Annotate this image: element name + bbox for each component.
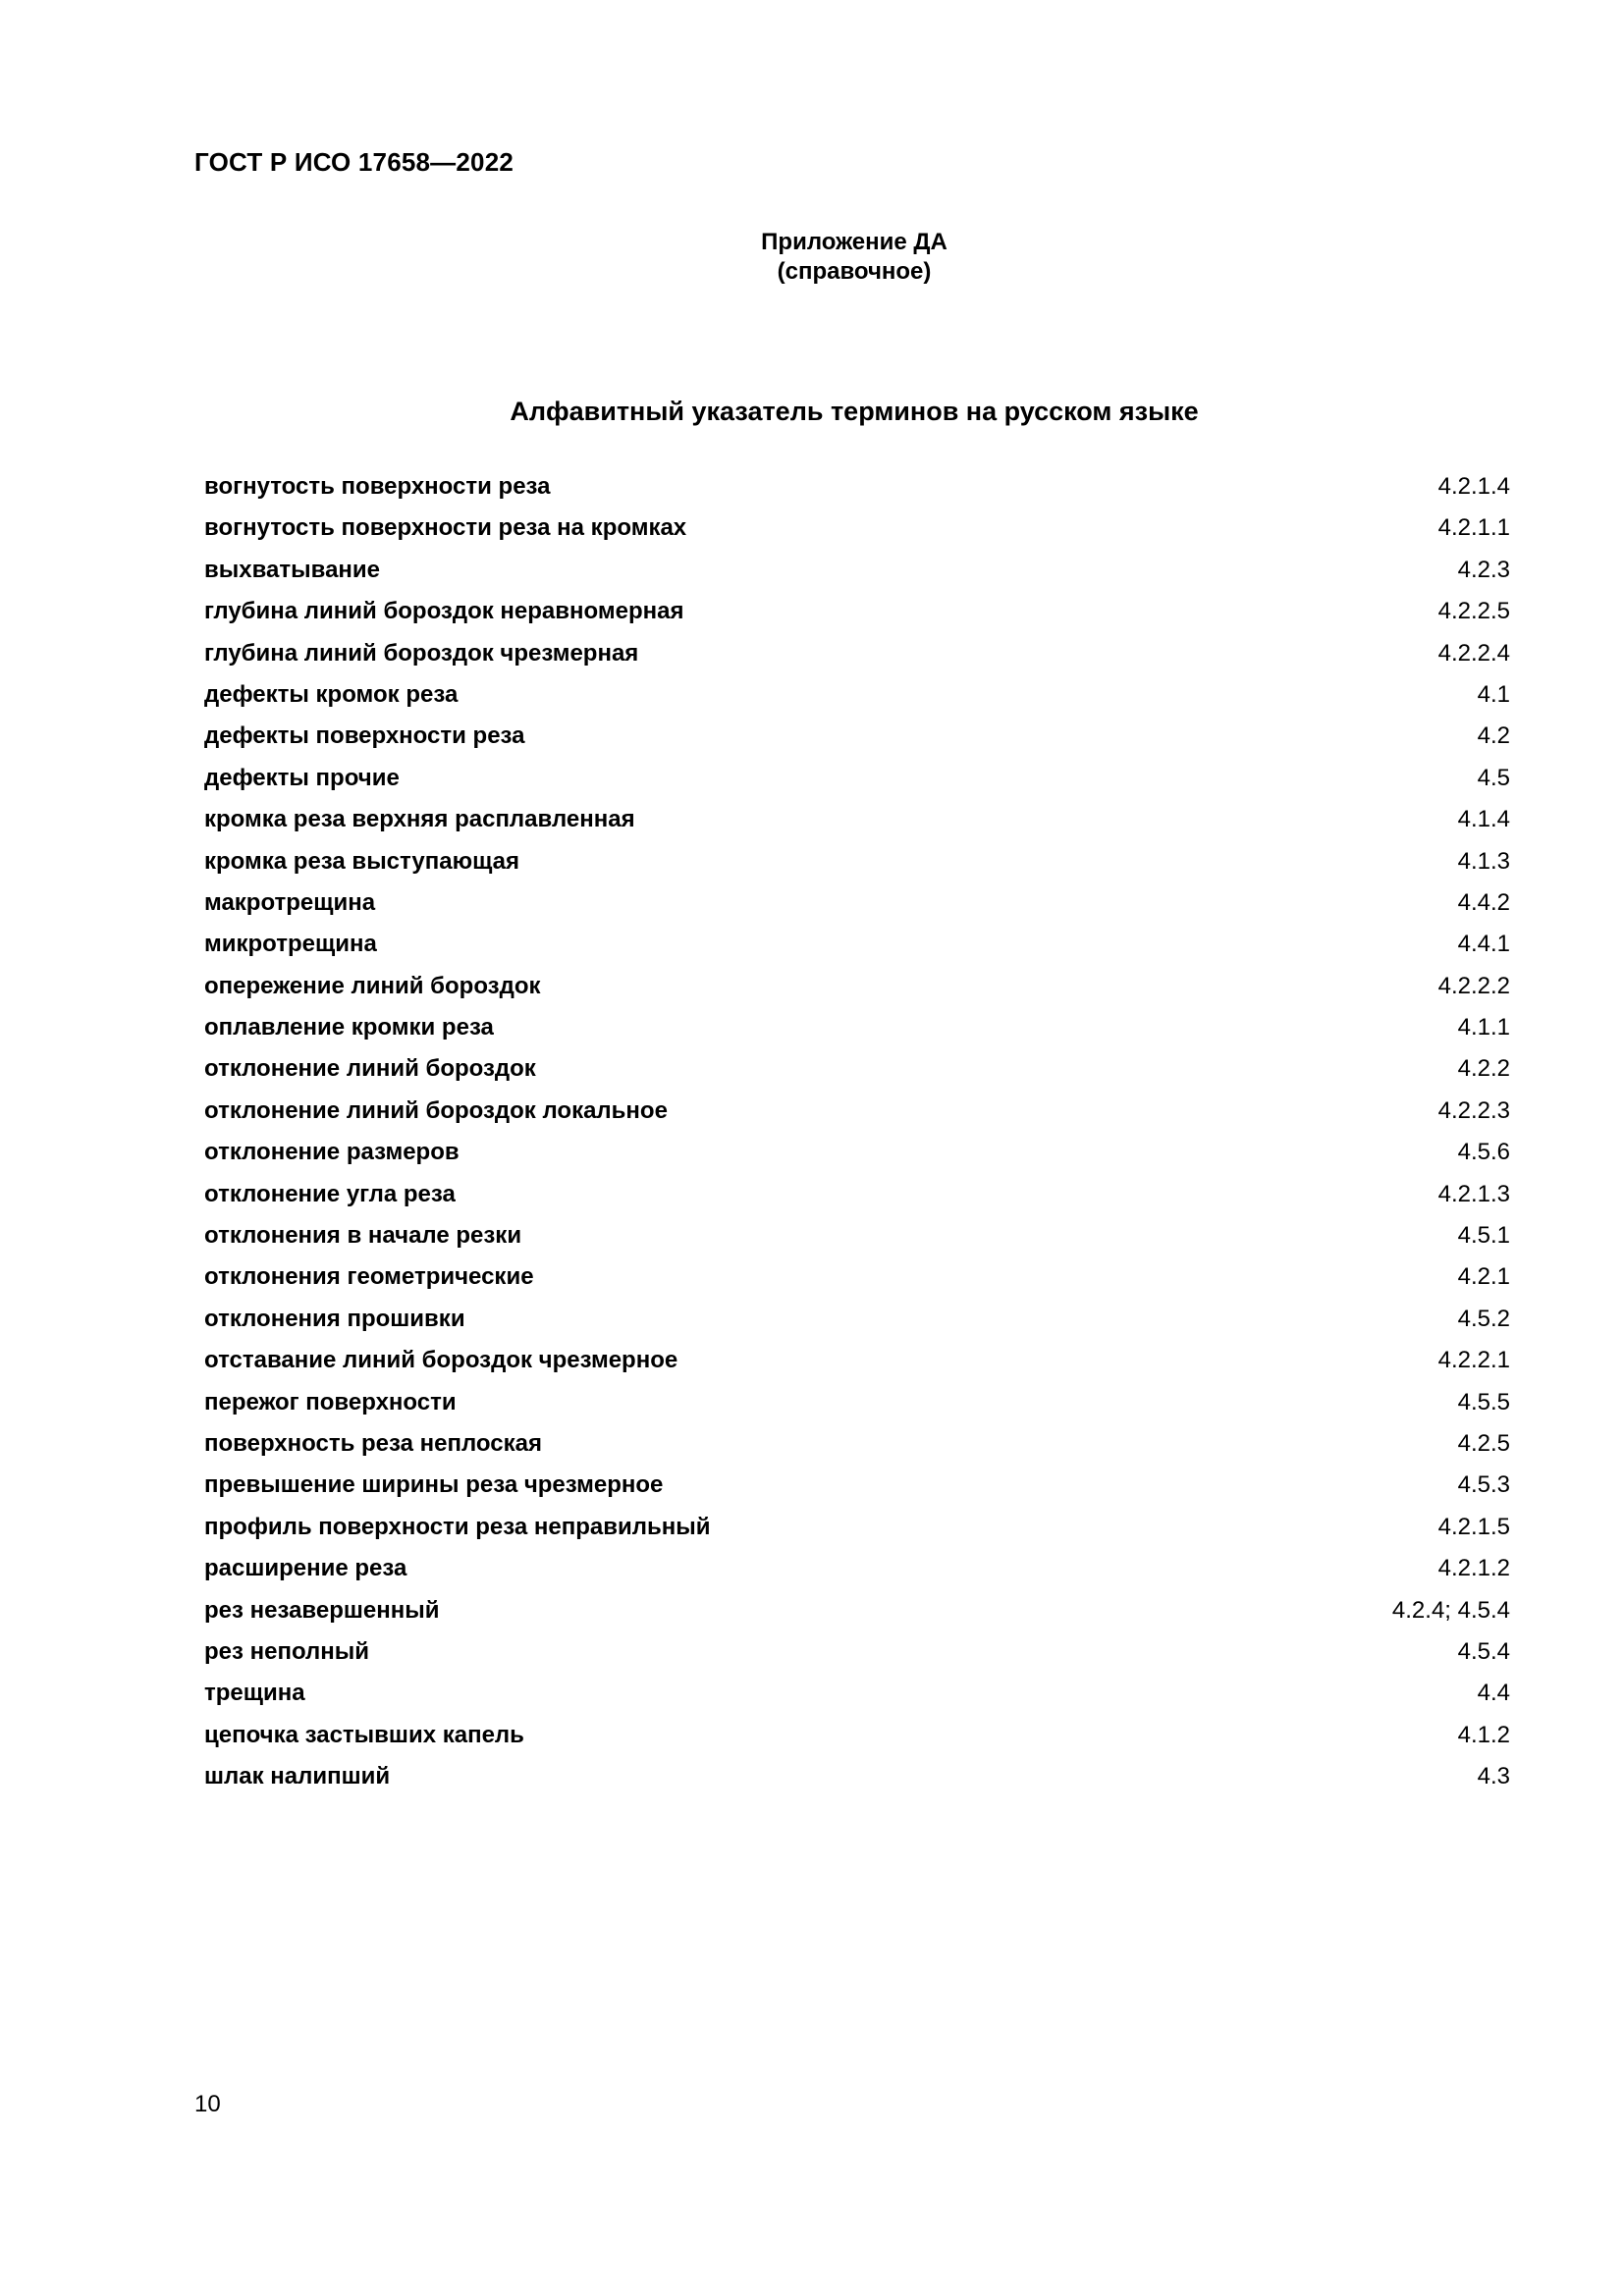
index-term: кромка реза выступающая (204, 847, 519, 875)
index-reference: 4.2.1.5 (1437, 1513, 1510, 1540)
index-entry (204, 1174, 1510, 1215)
index-entry (204, 1423, 1510, 1465)
index-entry (204, 799, 1510, 840)
index-term: глубина линий бороздок неравномерная (204, 598, 684, 625)
index-reference: 4.2.1.1 (1437, 514, 1510, 542)
index-reference: 4.4.2 (1457, 888, 1510, 916)
index-entry (204, 1256, 1510, 1298)
index-term: отклонение линий бороздок (204, 1055, 536, 1083)
index-term: превышение ширины реза чрезмерное (204, 1471, 664, 1499)
index-entry (204, 1715, 1510, 1756)
index-entry (204, 1299, 1510, 1340)
index-term: отклонения в начале резки (204, 1222, 522, 1250)
index-entry (204, 758, 1510, 799)
index-reference: 4.1.1 (1457, 1014, 1510, 1041)
index-term: опережение линий бороздок (204, 972, 541, 999)
index-entry (204, 591, 1510, 632)
index-term: отклонение размеров (204, 1139, 460, 1166)
index-entry (204, 1507, 1510, 1548)
index-term: отклонение угла реза (204, 1180, 456, 1207)
index-entry (204, 1590, 1510, 1631)
index-entry (204, 1631, 1510, 1673)
index-entry (204, 1465, 1510, 1506)
index-term: оплавление кромки реза (204, 1014, 494, 1041)
index-entry (204, 1132, 1510, 1173)
index-entry (204, 841, 1510, 882)
index-term: рез неполный (204, 1637, 369, 1665)
index-entry (204, 633, 1510, 674)
index-term: поверхность реза неплоская (204, 1429, 542, 1457)
index-reference: 4.1.3 (1457, 847, 1510, 875)
index-term: глубина линий бороздок чрезмерная (204, 639, 639, 667)
annex-heading (0, 228, 1624, 287)
index-entry (204, 1673, 1510, 1714)
document-id: ГОСТ Р ИСО 17658—2022 (194, 147, 514, 177)
index-term: дефекты прочие (204, 764, 400, 791)
index-entry (204, 1048, 1510, 1090)
index-term: дефекты кромок реза (204, 680, 459, 708)
index-reference: 4.5.5 (1457, 1388, 1510, 1415)
index-term: отклонения прошивки (204, 1305, 465, 1332)
index-reference: 4.2.2.5 (1437, 598, 1510, 625)
index-reference: 4.5 (1477, 764, 1510, 791)
index-reference: 4.2.3 (1457, 556, 1510, 583)
index-reference: 4.5.1 (1457, 1222, 1510, 1250)
index-reference: 4.5.3 (1457, 1471, 1510, 1499)
index-reference: 4.4.1 (1457, 931, 1510, 958)
index-term: цепочка застывших капель (204, 1721, 524, 1748)
index-title: Алфавитный указатель терминов на русском языке (510, 397, 1199, 426)
annex-title: Приложение ДА (761, 229, 947, 255)
index-reference: 4.2.2.4 (1437, 639, 1510, 667)
index-reference: 4.2.4; 4.5.4 (1391, 1596, 1510, 1624)
index-entry (204, 1340, 1510, 1381)
index-reference: 4.4 (1477, 1680, 1510, 1707)
index-entry (204, 1091, 1510, 1132)
index-reference: 4.2.2.3 (1437, 1096, 1510, 1124)
index-entry (204, 1382, 1510, 1423)
index-reference: 4.1 (1477, 680, 1510, 708)
index-term: профиль поверхности реза неправильный (204, 1513, 711, 1540)
index-entry (204, 507, 1510, 549)
index-entry (204, 924, 1510, 965)
index-reference: 4.2.1.3 (1437, 1180, 1510, 1207)
index-entry (204, 1215, 1510, 1256)
index-term: отклонение линий бороздок локальное (204, 1096, 668, 1124)
index-term: отставание линий бороздок чрезмерное (204, 1347, 678, 1374)
index-reference: 4.2.1 (1457, 1263, 1510, 1291)
index-reference: 4.2.1.2 (1437, 1555, 1510, 1582)
index-term: шлак налипший (204, 1763, 391, 1790)
page-number: 10 (194, 2091, 221, 2117)
index-term: трещина (204, 1680, 305, 1707)
term-index-list (204, 466, 1510, 1798)
index-entry (204, 674, 1510, 716)
index-reference: 4.5.2 (1457, 1305, 1510, 1332)
index-term: отклонения геометрические (204, 1263, 534, 1291)
index-term: макротрещина (204, 888, 376, 916)
index-entry (204, 1548, 1510, 1589)
index-entry (204, 882, 1510, 924)
annex-subtitle: (справочное) (777, 258, 932, 285)
index-term: пережог поверхности (204, 1388, 457, 1415)
index-term: дефекты поверхности реза (204, 722, 525, 750)
index-term: вогнутость поверхности реза на кромках (204, 514, 687, 542)
index-entry (204, 466, 1510, 507)
index-reference: 4.2.2 (1457, 1055, 1510, 1083)
index-entry (204, 550, 1510, 591)
index-entry (204, 1007, 1510, 1048)
index-reference: 4.5.4 (1457, 1637, 1510, 1665)
index-reference: 4.3 (1477, 1763, 1510, 1790)
index-reference: 4.2.1.4 (1437, 473, 1510, 500)
index-term: вогнутость поверхности реза (204, 473, 551, 500)
index-entry (204, 1756, 1510, 1797)
index-reference: 4.2.2.2 (1437, 972, 1510, 999)
index-reference: 4.1.2 (1457, 1721, 1510, 1748)
index-entry (204, 716, 1510, 757)
index-term: выхватывание (204, 556, 381, 583)
index-term: рез незавершенный (204, 1596, 440, 1624)
index-reference: 4.1.4 (1457, 806, 1510, 833)
index-term: кромка реза верхняя расплавленная (204, 806, 635, 833)
index-reference: 4.5.6 (1457, 1139, 1510, 1166)
index-term: расширение реза (204, 1555, 407, 1582)
index-term: микротрещина (204, 931, 377, 958)
index-reference: 4.2.2.1 (1437, 1347, 1510, 1374)
index-entry (204, 966, 1510, 1007)
index-reference: 4.2.5 (1457, 1429, 1510, 1457)
index-reference: 4.2 (1477, 722, 1510, 750)
